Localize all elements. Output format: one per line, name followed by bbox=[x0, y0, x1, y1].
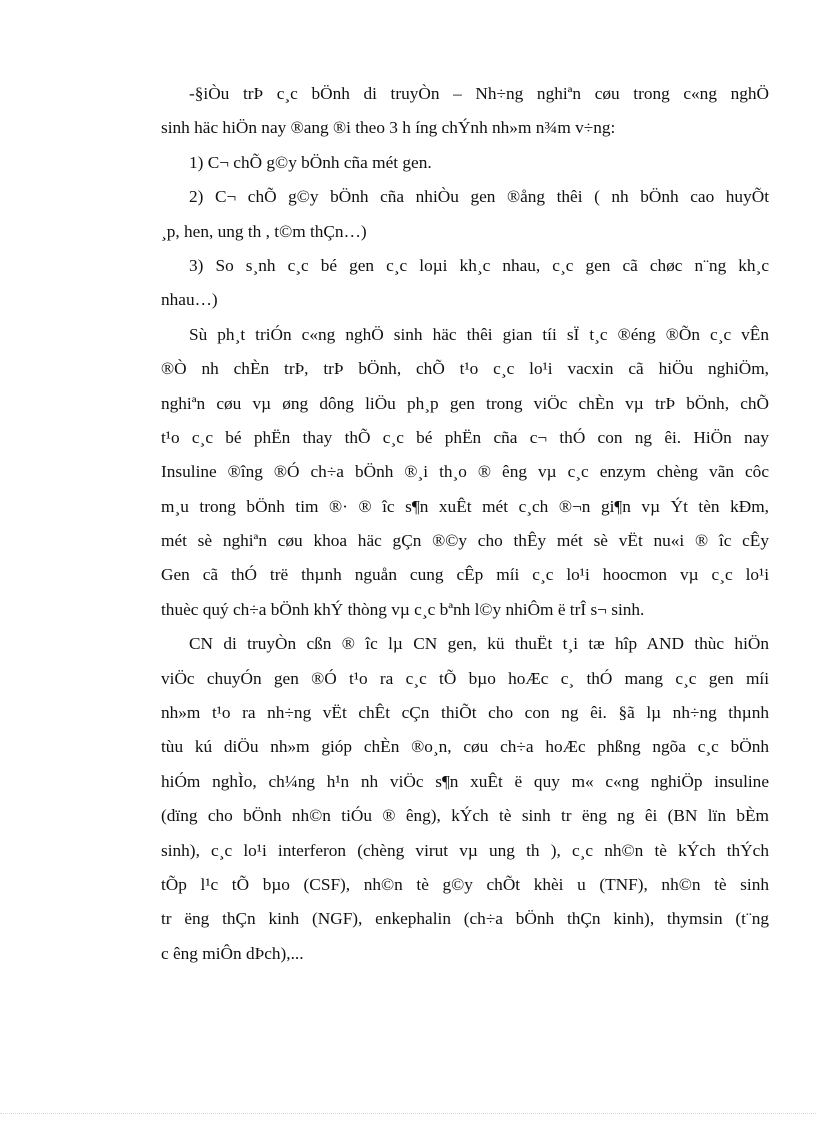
text-line: sinh häc hiÖn nay ®ang ®i theo 3 h íng chÝnh nh»m n¾m v÷ng: bbox=[161, 118, 616, 138]
text-line: nh»m t¹o ra nh÷ng vËt chÊt cÇn thiÕt cho con ng êi. §ã lµ nh÷ng thµnh bbox=[161, 703, 769, 723]
text-line: tùu kú diÖu nh»m gióp chÈn ®o¸n, cøu ch÷a hoÆc phßng ngõa c¸c bÖnh bbox=[161, 737, 769, 757]
text-line: CN di truyÒn cßn ® îc lµ CN gen, kü thuËt t¸i tæ hîp AND thùc hiÖn bbox=[189, 634, 769, 654]
text-line: tÕp l¹c tÕ bµo (CSF), nh©n tè g©y chÕt khèi u (TNF), nh©n tè sinh bbox=[161, 874, 769, 894]
text-line: ¸p, hen, ung th , t©m thÇn…) bbox=[161, 221, 367, 241]
text-line: tr ëng thÇn kinh (NGF), enkephalin (ch÷a bÖnh thÇn kinh), thymsin (t¨ng bbox=[161, 909, 769, 929]
text-line: nghiªn cøu vµ øng dông liÖu ph¸p gen trong viÖc chÈn vµ trÞ bÖnh, chÕ bbox=[161, 393, 769, 413]
text-line: -§iÒu trÞ c¸c bÖnh di truyÒn – Nh÷ng nghiªn cøu trong c«ng nghÖ bbox=[189, 84, 769, 103]
text-line: Insuline ®îng ®Ó ch÷a bÖnh ®¸i th¸o ® êng vµ c¸c enzym chèng vãn côc bbox=[161, 462, 769, 482]
text-line: mét sè nghiªn cøu khoa häc gÇn ®©y cho thÊy mét sè vËt nu«i ® îc cÊy bbox=[161, 531, 769, 551]
document-body bbox=[161, 77, 769, 971]
text-line: (dïng cho bÖnh nh©n tiÓu ® êng), kÝch tè sinh tr ëng ng êi (BN lïn bÈm bbox=[161, 806, 769, 826]
text-line: sinh), c¸c lo¹i interferon (chèng virut vµ ung th ), c¸c nh©n tè kÝch thÝch bbox=[161, 840, 769, 860]
text-line: ®Ò nh chÈn trÞ, trÞ bÖnh, chÕ t¹o c¸c lo¹i vacxin cã hiÖu nghiÖm, bbox=[161, 359, 769, 379]
text-line: c êng miÔn dÞch),... bbox=[161, 943, 304, 963]
text-line: 3) So s¸nh c¸c bé gen c¸c loµi kh¸c nhau, c¸c gen cã chøc n¨ng kh¸c bbox=[189, 255, 769, 275]
text-line: thuèc quý ch÷a bÖnh khÝ thòng vµ c¸c bªnh l©y nhiÔm ë trÎ s¬ sinh. bbox=[161, 599, 645, 619]
text-line: 2) C¬ chÕ g©y bÖnh cña nhiÒu gen ®ång thêi ( nh bÖnh cao huyÕt bbox=[189, 187, 769, 207]
text-line: 1) C¬ chÕ g©y bÖnh cña mét gen. bbox=[189, 152, 432, 172]
text-line: m¸u trong bÖnh tim ®· ® îc s¶n xuÊt mét c¸ch ®¬n gi¶n vµ Ýt tèn kÐm, bbox=[161, 496, 769, 516]
text-line: nhau…) bbox=[161, 290, 218, 310]
text-line: t¹o c¸c bé phËn thay thÕ c¸c bé phËn cña c¬ thÓ con ng êi. HiÖn nay bbox=[161, 427, 769, 447]
text-line: Gen cã thÓ trë thµnh nguån cung cÊp míi c¸c lo¹i hoocmon vµ c¸c lo¹i bbox=[161, 565, 769, 585]
page-bottom-divider bbox=[0, 1113, 816, 1114]
text-line: hiÓm nghÌo, ch¼ng h¹n nh viÖc s¶n xuÊt ë quy m« c«ng nghiÖp insuline bbox=[161, 771, 769, 791]
text-line: Sù ph¸t triÓn c«ng nghÖ sinh häc thêi gian tíi sÏ t¸c ®éng ®Õn c¸c vÊn bbox=[189, 324, 769, 344]
text-line: viÖc chuyÓn gen ®Ó t¹o ra c¸c tÕ bµo hoÆc c¸ thÓ mang c¸c gen míi bbox=[161, 668, 769, 688]
